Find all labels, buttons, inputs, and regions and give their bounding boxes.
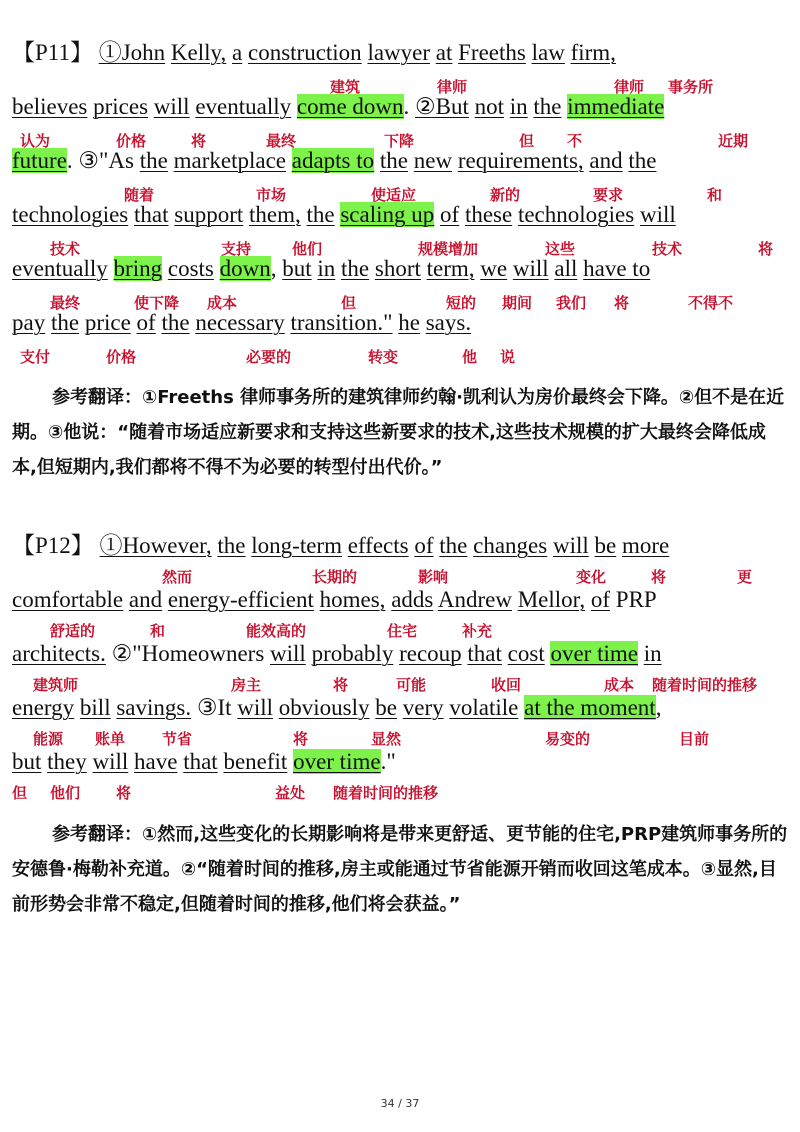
english-word: ②But: [415, 94, 469, 119]
gloss-word: 住宅: [387, 622, 418, 640]
gloss-word: 将: [758, 240, 774, 258]
english-word: short: [374, 256, 421, 281]
highlighted-phrase: immediate: [567, 94, 665, 119]
gloss-word: 成本: [604, 676, 635, 694]
gloss-word: 使下降: [134, 294, 180, 312]
gloss-line: [0, 291, 800, 315]
gloss-line: [0, 781, 800, 805]
english-word: ,: [270, 256, 283, 281]
gloss-word: 最终: [50, 294, 81, 312]
gloss-word: 他们: [50, 784, 81, 802]
english-word: in: [643, 641, 662, 666]
english-word: adds: [391, 587, 434, 612]
gloss-word: 房主: [231, 676, 262, 694]
gloss-word: 账单: [95, 730, 126, 748]
english-word: of: [440, 202, 460, 227]
english-word: obviously: [278, 695, 370, 720]
english-word: Mellor,: [517, 587, 586, 612]
gloss-word: 更: [737, 568, 753, 586]
english-word: and: [128, 587, 163, 612]
english-word: he: [398, 310, 420, 335]
gloss-word: 他们: [292, 240, 323, 258]
gloss-word: 影响: [418, 568, 449, 586]
english-word: of: [414, 533, 434, 558]
english-word: the: [306, 202, 335, 227]
english-word: long-term: [251, 533, 342, 558]
gloss-word: 事务所: [668, 78, 714, 96]
english-word: technologies: [12, 202, 129, 227]
english-word: necessary: [195, 310, 285, 335]
translation-text: 参考翻译：①Freeths 律师事务所的建筑律师约翰·凯利认为房价最终会下降。②但不是在近期。③他说：“随着市场适应新要求和支持这些新要求的技术,这些技术规模的扩大最终会降低成本,但短期内,我们都将不得不为必要的转型付出代价。”: [12, 387, 785, 478]
english-word: technologies: [517, 202, 635, 227]
english-word: savings.: [116, 695, 192, 720]
gloss-line: [0, 345, 800, 369]
gloss-word: 能源: [33, 730, 64, 748]
english-word: the: [50, 310, 80, 335]
highlighted-phrase: over time: [550, 641, 638, 666]
gloss-word: 价格: [116, 132, 147, 150]
gloss-word: 但: [12, 784, 28, 802]
english-word: will: [512, 256, 549, 281]
english-word: will: [153, 94, 190, 119]
english-word: volatile: [449, 695, 519, 720]
english-word: changes: [473, 533, 548, 558]
gloss-line: [0, 75, 800, 99]
english-word: the: [217, 533, 246, 558]
gloss-line: [0, 129, 800, 153]
english-word: but: [12, 749, 42, 774]
highlighted-phrase: at the moment: [524, 695, 656, 720]
english-word: a: [232, 40, 243, 65]
english-word: marketplace: [173, 148, 286, 173]
english-word: not: [474, 94, 505, 119]
english-word: law: [531, 40, 565, 65]
gloss-line: [0, 727, 800, 751]
gloss-word: 随着: [124, 186, 155, 204]
english-word: 【P12】: [12, 533, 94, 558]
english-line: [12, 38, 616, 68]
english-line: [12, 531, 669, 561]
gloss-word: 近期: [718, 132, 749, 150]
gloss-word: 将: [191, 132, 207, 150]
gloss-word: 律师: [437, 78, 468, 96]
english-word: they: [47, 749, 87, 774]
english-word: .: [66, 148, 79, 173]
english-word: lawyer: [367, 40, 431, 65]
gloss-word: 转变: [368, 348, 399, 366]
english-word: 【P11】: [12, 40, 93, 65]
gloss-word: 支付: [20, 348, 51, 366]
gloss-word: 但: [519, 132, 535, 150]
english-word: and: [589, 148, 623, 173]
english-word: that: [467, 641, 502, 666]
gloss-word: 将: [293, 730, 309, 748]
gloss-word: 我们: [556, 294, 587, 312]
english-word: more: [621, 533, 670, 558]
gloss-line: [0, 673, 800, 697]
english-word: effects: [347, 533, 409, 558]
english-line: [12, 639, 662, 669]
gloss-word: 短的: [446, 294, 477, 312]
gloss-line: [0, 237, 800, 261]
english-word: Freeths: [458, 40, 526, 65]
gloss-word: 认为: [20, 132, 51, 150]
english-word: term,: [426, 256, 475, 281]
english-word: at: [435, 40, 453, 65]
gloss-word: 必要的: [246, 348, 292, 366]
english-line: [12, 747, 396, 777]
english-word: probably: [311, 641, 394, 666]
english-word: recoup: [399, 641, 462, 666]
english-word: that: [183, 749, 218, 774]
gloss-word: 和: [707, 186, 723, 204]
english-word: be: [594, 533, 617, 558]
gloss-word: 易变的: [545, 730, 591, 748]
gloss-word: 长期的: [312, 568, 358, 586]
english-word: all: [554, 256, 578, 281]
english-word: them,: [249, 202, 301, 227]
gloss-word: 下降: [384, 132, 415, 150]
english-word: construction: [247, 40, 362, 65]
gloss-word: 将: [333, 676, 349, 694]
gloss-word: 益处: [275, 784, 306, 802]
english-word: that: [134, 202, 169, 227]
english-word: .: [403, 94, 416, 119]
gloss-word: 成本: [207, 294, 238, 312]
translation-text: 参考翻译：①然而,这些变化的长期影响将是带来更舒适、更节能的住宅,PRP建筑师事务所的安德鲁·梅勒补充道。②“随着时间的推移,房主或能通过节省能源开销而收回这笔成本。③显然,目前形势会非常不稳定,但随着时间的推移,他们将会获益。”: [12, 824, 788, 915]
english-word: the: [139, 148, 168, 173]
gloss-line: [0, 565, 800, 589]
english-word: architects.: [12, 641, 106, 666]
gloss-word: 他: [462, 348, 478, 366]
english-word: Andrew: [437, 587, 512, 612]
translation-p12: [12, 817, 788, 922]
gloss-word: 然而: [162, 568, 193, 586]
english-word: the: [439, 533, 468, 558]
gloss-word: 节省: [162, 730, 193, 748]
highlighted-phrase: come down: [296, 94, 404, 119]
gloss-word: 可能: [396, 676, 427, 694]
gloss-word: 建筑: [330, 78, 361, 96]
english-word: in: [509, 94, 528, 119]
gloss-word: 显然: [371, 730, 402, 748]
gloss-word: 说: [500, 348, 516, 366]
english-word: energy-efficient: [167, 587, 314, 612]
english-word: eventually: [12, 256, 108, 281]
gloss-word: 将: [651, 568, 667, 586]
gloss-word: 价格: [106, 348, 137, 366]
english-word: PRP: [615, 587, 657, 612]
english-word: comfortable: [12, 587, 124, 612]
english-word: the: [533, 94, 562, 119]
english-word: .": [380, 749, 396, 774]
highlighted-phrase: over time: [293, 749, 381, 774]
gloss-word: 市场: [256, 186, 287, 204]
english-word: cost: [507, 641, 545, 666]
english-word: support: [174, 202, 244, 227]
english-word: will: [270, 641, 306, 666]
gloss-word: 律师: [614, 78, 645, 96]
english-word: costs: [167, 256, 214, 281]
english-word: in: [317, 256, 336, 281]
gloss-word: 不: [567, 132, 583, 150]
english-word: price: [84, 310, 131, 335]
gloss-word: 能效高的: [246, 622, 307, 640]
english-word: will: [639, 202, 676, 227]
english-word: pay: [12, 310, 46, 335]
gloss-word: 新的: [490, 186, 521, 204]
english-word: will: [552, 533, 589, 558]
gloss-word: 舒适的: [50, 622, 96, 640]
english-word: very: [402, 695, 444, 720]
english-word: believes: [12, 94, 88, 119]
gloss-word: 将: [614, 294, 630, 312]
gloss-word: 这些: [545, 240, 576, 258]
highlighted-phrase: future: [12, 148, 67, 173]
gloss-word: 不得不: [688, 294, 734, 312]
gloss-word: 随着时间的推移: [333, 784, 439, 802]
gloss-word: 补充: [462, 622, 493, 640]
gloss-word: 要求: [593, 186, 624, 204]
english-word: of: [590, 587, 611, 612]
english-word: bill: [79, 695, 111, 720]
gloss-word: 最终: [266, 132, 297, 150]
gloss-word: 建筑师: [33, 676, 79, 694]
english-word: have: [134, 749, 178, 774]
highlighted-phrase: down: [219, 256, 271, 281]
english-word: will: [92, 749, 129, 774]
english-word: ,: [655, 695, 662, 720]
highlighted-phrase: adapts to: [291, 148, 375, 173]
gloss-word: 和: [150, 622, 166, 640]
english-word: homes,: [319, 587, 386, 612]
english-word: new: [413, 148, 453, 173]
gloss-word: 变化: [576, 568, 607, 586]
gloss-word: 支持: [221, 240, 252, 258]
english-word: have to: [583, 256, 651, 281]
translation-p11: [12, 380, 788, 485]
english-word: benefit: [223, 749, 288, 774]
gloss-word: 收回: [491, 676, 522, 694]
gloss-word: 随着时间的推移: [652, 676, 758, 694]
english-word: the: [628, 148, 657, 173]
gloss-word: 但: [341, 294, 357, 312]
gloss-line: [0, 619, 800, 643]
english-word: but: [282, 256, 312, 281]
english-word: says.: [425, 310, 472, 335]
english-word: ②"Homeowners: [105, 641, 265, 666]
english-word: ③It: [191, 695, 232, 720]
english-word: we: [480, 256, 508, 281]
english-word: the: [161, 310, 190, 335]
english-word: eventually: [195, 94, 292, 119]
english-word: transition.": [290, 310, 393, 335]
english-word: the: [379, 148, 408, 173]
highlighted-phrase: bring: [113, 256, 163, 281]
english-word: ①John: [98, 40, 166, 65]
english-word: ③"As: [78, 148, 134, 173]
english-line: [12, 693, 661, 723]
gloss-line: [0, 183, 800, 207]
english-word: these: [464, 202, 513, 227]
english-word: will: [237, 695, 274, 720]
gloss-word: 期间: [502, 294, 533, 312]
english-word: firm,: [570, 40, 616, 65]
english-word: the: [341, 256, 370, 281]
english-word: requirements,: [457, 148, 584, 173]
gloss-word: 目前: [679, 730, 710, 748]
english-word: Kelly,: [170, 40, 227, 65]
gloss-word: 使适应: [371, 186, 417, 204]
english-word: ①However,: [99, 533, 212, 558]
highlighted-phrase: scaling up: [340, 202, 435, 227]
english-word: of: [136, 310, 156, 335]
english-word: be: [375, 695, 397, 720]
gloss-word: 技术: [50, 240, 81, 258]
gloss-word: 技术: [652, 240, 683, 258]
english-word: prices: [93, 94, 149, 119]
gloss-word: 将: [116, 784, 132, 802]
english-word: energy: [12, 695, 75, 720]
english-line: [12, 585, 657, 615]
gloss-word: 规模增加: [418, 240, 479, 258]
page-number: 34 / 37: [380, 1097, 420, 1110]
